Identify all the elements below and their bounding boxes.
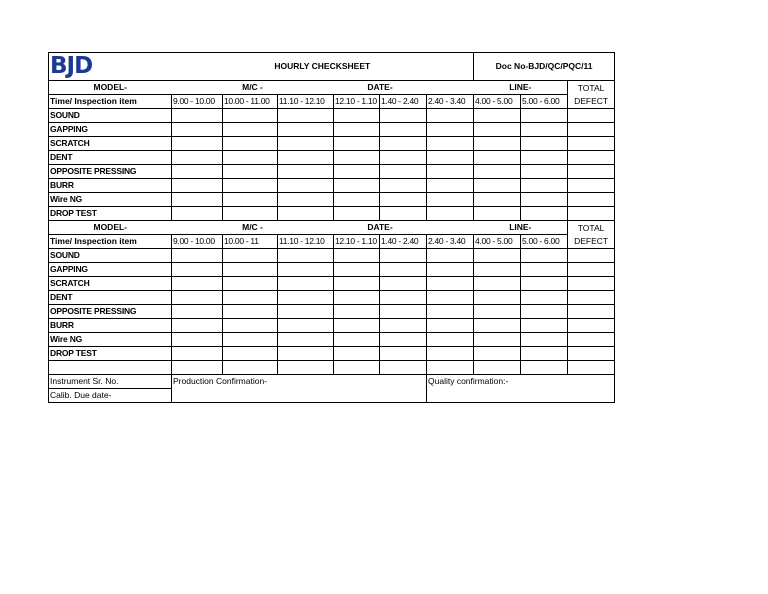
- spacer-cell: [427, 81, 474, 95]
- inspection-item-row: [49, 333, 615, 347]
- check-entry-cell[interactable]: [278, 291, 334, 305]
- check-entry-cell[interactable]: [278, 137, 334, 151]
- inspection-item-row: [49, 249, 615, 263]
- blank-cell[interactable]: [172, 361, 223, 375]
- check-entry-cell[interactable]: [427, 151, 474, 165]
- footer-row: [49, 389, 615, 403]
- check-entry-cell[interactable]: [474, 333, 521, 347]
- check-entry-cell[interactable]: [380, 333, 427, 347]
- date-label: DATE-: [334, 81, 427, 95]
- production-confirmation-label: Production Confirmation-: [172, 375, 427, 389]
- inspection-item-row: [49, 165, 615, 179]
- check-entry-cell[interactable]: [223, 123, 278, 137]
- check-entry-cell[interactable]: [334, 207, 380, 221]
- check-entry-cell[interactable]: [278, 179, 334, 193]
- quality-confirmation-label: Quality confirmation:-: [427, 375, 615, 389]
- blank-row: [49, 361, 615, 375]
- blank-cell[interactable]: [334, 361, 380, 375]
- time-slot-header: 10.00 - 11.00: [223, 95, 278, 109]
- check-entry-cell[interactable]: [223, 347, 278, 361]
- check-entry-cell[interactable]: [334, 263, 380, 277]
- check-entry-cell[interactable]: [380, 305, 427, 319]
- blank-cell[interactable]: [223, 361, 278, 375]
- check-entry-cell[interactable]: [521, 291, 568, 305]
- total-defect-cell[interactable]: [568, 347, 615, 361]
- total-defect-cell[interactable]: [568, 151, 615, 165]
- inspection-item-row: [49, 109, 615, 123]
- check-entry-cell[interactable]: [521, 207, 568, 221]
- time-slot-header: 2.40 - 3.40: [427, 235, 474, 249]
- check-entry-cell[interactable]: [172, 277, 223, 291]
- check-entry-cell[interactable]: [223, 151, 278, 165]
- check-entry-cell[interactable]: [334, 319, 380, 333]
- check-entry-cell[interactable]: [380, 193, 427, 207]
- header-row: [49, 53, 615, 81]
- check-entry-cell[interactable]: [334, 333, 380, 347]
- check-entry-cell[interactable]: [521, 179, 568, 193]
- check-entry-cell[interactable]: [521, 263, 568, 277]
- time-slot-row: [49, 95, 615, 109]
- spacer-cell: [427, 221, 474, 235]
- check-entry-cell[interactable]: [521, 347, 568, 361]
- check-entry-cell[interactable]: [334, 165, 380, 179]
- blank-cell[interactable]: [380, 361, 427, 375]
- check-entry-cell[interactable]: [380, 109, 427, 123]
- check-entry-cell[interactable]: [474, 151, 521, 165]
- time-slot-header: 4.00 - 5.00: [474, 95, 521, 109]
- check-entry-cell[interactable]: [223, 291, 278, 305]
- check-entry-cell[interactable]: [521, 305, 568, 319]
- inspection-item-label: DROP TEST: [49, 207, 172, 221]
- inspection-item-label: DENT: [49, 291, 172, 305]
- check-entry-cell[interactable]: [427, 333, 474, 347]
- check-entry-cell[interactable]: [172, 151, 223, 165]
- time-slot-header: 5.00 - 6.00: [521, 95, 568, 109]
- mc-label: M/C -: [172, 81, 334, 95]
- check-entry-cell[interactable]: [278, 277, 334, 291]
- check-entry-cell[interactable]: [223, 305, 278, 319]
- check-entry-cell[interactable]: [521, 193, 568, 207]
- check-entry-cell[interactable]: [334, 109, 380, 123]
- total-defect-cell[interactable]: [568, 179, 615, 193]
- time-slot-header: 11.10 - 12.10: [278, 235, 334, 249]
- time-slot-row: [49, 235, 615, 249]
- total-defect-cell[interactable]: [568, 277, 615, 291]
- total-label: TOTAL: [577, 222, 605, 233]
- check-entry-cell[interactable]: [278, 109, 334, 123]
- check-entry-cell[interactable]: [474, 193, 521, 207]
- check-entry-cell[interactable]: [474, 137, 521, 151]
- time-slot-header: 1.40 - 2.40: [380, 95, 427, 109]
- blank-cell[interactable]: [474, 361, 521, 375]
- check-entry-cell[interactable]: [380, 291, 427, 305]
- check-entry-cell[interactable]: [278, 305, 334, 319]
- check-entry-cell[interactable]: [278, 193, 334, 207]
- check-entry-cell[interactable]: [427, 193, 474, 207]
- check-entry-cell[interactable]: [380, 347, 427, 361]
- check-entry-cell[interactable]: [334, 179, 380, 193]
- check-entry-cell[interactable]: [521, 109, 568, 123]
- check-entry-cell[interactable]: [474, 109, 521, 123]
- check-entry-cell[interactable]: [278, 333, 334, 347]
- check-entry-cell[interactable]: [474, 249, 521, 263]
- check-entry-cell[interactable]: [334, 137, 380, 151]
- check-entry-cell[interactable]: [334, 249, 380, 263]
- doc-number: Doc No-BJD/QC/PQC/11: [474, 53, 615, 81]
- check-entry-cell[interactable]: [474, 123, 521, 137]
- check-entry-cell[interactable]: [427, 263, 474, 277]
- time-inspection-label: Time/ Inspection item: [49, 235, 172, 249]
- check-entry-cell[interactable]: [223, 333, 278, 347]
- time-slot-header: 5.00 - 6.00: [521, 235, 568, 249]
- inspection-item-label: OPPOSITE PRESSING: [49, 165, 172, 179]
- check-entry-cell[interactable]: [427, 249, 474, 263]
- inspection-item-row: [49, 277, 615, 291]
- defect-label: DEFECT: [574, 235, 609, 246]
- check-entry-cell[interactable]: [278, 207, 334, 221]
- logo-cell: [49, 53, 172, 81]
- model-label: MODEL-: [49, 221, 172, 235]
- instrument-sr-no-label: Instrument Sr. No.: [49, 375, 172, 389]
- check-entry-cell[interactable]: [172, 207, 223, 221]
- check-entry-cell[interactable]: [172, 347, 223, 361]
- inspection-item-label: Wire NG: [49, 193, 172, 207]
- total-defect-cell[interactable]: [568, 291, 615, 305]
- hourly-checksheet-table: [48, 52, 615, 403]
- calib-due-date-label: Calib. Due date-: [49, 389, 172, 403]
- check-entry-cell[interactable]: [334, 347, 380, 361]
- sheet-title: HOURLY CHECKSHEET: [172, 53, 474, 81]
- inspection-item-label: DROP TEST: [49, 347, 172, 361]
- check-entry-cell[interactable]: [474, 207, 521, 221]
- check-entry-cell[interactable]: [278, 249, 334, 263]
- check-entry-cell[interactable]: [172, 263, 223, 277]
- check-entry-cell[interactable]: [474, 319, 521, 333]
- inspection-item-row: [49, 123, 615, 137]
- inspection-item-label: GAPPING: [49, 123, 172, 137]
- check-entry-cell[interactable]: [474, 305, 521, 319]
- check-entry-cell[interactable]: [223, 109, 278, 123]
- inspection-item-row: [49, 193, 615, 207]
- check-entry-cell[interactable]: [380, 207, 427, 221]
- check-entry-cell[interactable]: [427, 179, 474, 193]
- check-entry-cell[interactable]: [380, 137, 427, 151]
- check-entry-cell[interactable]: [278, 151, 334, 165]
- check-entry-cell[interactable]: [521, 123, 568, 137]
- check-entry-cell[interactable]: [427, 207, 474, 221]
- check-entry-cell[interactable]: [223, 193, 278, 207]
- check-entry-cell[interactable]: [223, 179, 278, 193]
- check-entry-cell[interactable]: [172, 249, 223, 263]
- check-entry-cell[interactable]: [334, 123, 380, 137]
- inspection-item-row: [49, 179, 615, 193]
- total-defect-cell[interactable]: [568, 319, 615, 333]
- time-inspection-label: Time/ Inspection item: [49, 95, 172, 109]
- check-entry-cell[interactable]: [474, 291, 521, 305]
- total-defect-cell[interactable]: [568, 207, 615, 221]
- time-slot-header: 11.10 - 12.10: [278, 95, 334, 109]
- line-label: LINE-: [474, 221, 568, 235]
- check-entry-cell[interactable]: [172, 123, 223, 137]
- check-entry-cell[interactable]: [427, 109, 474, 123]
- check-entry-cell[interactable]: [427, 319, 474, 333]
- total-defect-cell[interactable]: [568, 249, 615, 263]
- check-entry-cell[interactable]: [427, 165, 474, 179]
- inspection-item-row: [49, 263, 615, 277]
- check-entry-cell[interactable]: [172, 305, 223, 319]
- time-slot-header: 9.00 - 10.00: [172, 235, 223, 249]
- check-entry-cell[interactable]: [223, 137, 278, 151]
- check-entry-cell[interactable]: [427, 123, 474, 137]
- check-entry-cell[interactable]: [521, 137, 568, 151]
- blank-cell[interactable]: [568, 361, 615, 375]
- inspection-item-row: [49, 291, 615, 305]
- quality-confirmation-field[interactable]: [427, 389, 615, 403]
- check-entry-cell[interactable]: [172, 109, 223, 123]
- inspection-item-row: [49, 305, 615, 319]
- total-defect-cell[interactable]: [568, 109, 615, 123]
- section-header-row: [49, 221, 615, 235]
- check-entry-cell[interactable]: [380, 319, 427, 333]
- check-entry-cell[interactable]: [278, 347, 334, 361]
- check-entry-cell[interactable]: [380, 179, 427, 193]
- check-entry-cell[interactable]: [380, 263, 427, 277]
- total-defect-header: [568, 221, 615, 249]
- mc-label: M/C -: [172, 221, 334, 235]
- check-entry-cell[interactable]: [427, 291, 474, 305]
- check-entry-cell[interactable]: [427, 137, 474, 151]
- inspection-item-row: [49, 151, 615, 165]
- time-slot-header: 4.00 - 5.00: [474, 235, 521, 249]
- check-entry-cell[interactable]: [334, 291, 380, 305]
- inspection-item-row: [49, 347, 615, 361]
- check-entry-cell[interactable]: [172, 179, 223, 193]
- check-entry-cell[interactable]: [474, 347, 521, 361]
- check-entry-cell[interactable]: [380, 249, 427, 263]
- check-entry-cell[interactable]: [223, 249, 278, 263]
- check-entry-cell[interactable]: [278, 319, 334, 333]
- check-entry-cell[interactable]: [521, 249, 568, 263]
- inspection-item-row: [49, 207, 615, 221]
- inspection-item-label: SCRATCH: [49, 277, 172, 291]
- inspection-item-row: [49, 137, 615, 151]
- inspection-item-label: SCRATCH: [49, 137, 172, 151]
- check-entry-cell[interactable]: [334, 277, 380, 291]
- check-entry-cell[interactable]: [223, 319, 278, 333]
- check-entry-cell[interactable]: [223, 165, 278, 179]
- time-slot-header: 2.40 - 3.40: [427, 95, 474, 109]
- date-label: DATE-: [334, 221, 427, 235]
- check-entry-cell[interactable]: [521, 151, 568, 165]
- check-entry-cell[interactable]: [334, 193, 380, 207]
- footer-row: [49, 375, 615, 389]
- inspection-item-label: SOUND: [49, 109, 172, 123]
- total-defect-cell[interactable]: [568, 263, 615, 277]
- check-entry-cell[interactable]: [278, 263, 334, 277]
- inspection-item-label: Wire NG: [49, 333, 172, 347]
- blank-cell[interactable]: [521, 361, 568, 375]
- check-entry-cell[interactable]: [380, 123, 427, 137]
- check-entry-cell[interactable]: [474, 277, 521, 291]
- time-slot-header: 10.00 - 11: [223, 235, 278, 249]
- check-entry-cell[interactable]: [521, 277, 568, 291]
- check-entry-cell[interactable]: [521, 165, 568, 179]
- production-confirmation-field[interactable]: [172, 389, 427, 403]
- blank-cell[interactable]: [278, 361, 334, 375]
- defect-label: DEFECT: [574, 95, 609, 106]
- total-defect-cell[interactable]: [568, 137, 615, 151]
- time-slot-header: 1.40 - 2.40: [380, 235, 427, 249]
- check-entry-cell[interactable]: [223, 277, 278, 291]
- check-entry-cell[interactable]: [223, 207, 278, 221]
- total-defect-cell[interactable]: [568, 165, 615, 179]
- check-entry-cell[interactable]: [427, 347, 474, 361]
- check-entry-cell[interactable]: [334, 305, 380, 319]
- inspection-item-label: BURR: [49, 319, 172, 333]
- time-slot-header: 12.10 - 1.10: [334, 95, 380, 109]
- time-slot-header: 9.00 - 10.00: [172, 95, 223, 109]
- check-entry-cell[interactable]: [474, 179, 521, 193]
- bjd-logo: BJD: [50, 53, 93, 79]
- check-entry-cell[interactable]: [172, 137, 223, 151]
- check-entry-cell[interactable]: [172, 291, 223, 305]
- inspection-item-row: [49, 319, 615, 333]
- check-entry-cell[interactable]: [278, 123, 334, 137]
- inspection-item-label: SOUND: [49, 249, 172, 263]
- total-defect-cell[interactable]: [568, 333, 615, 347]
- total-defect-cell[interactable]: [568, 123, 615, 137]
- total-defect-cell[interactable]: [568, 305, 615, 319]
- inspection-item-label: GAPPING: [49, 263, 172, 277]
- check-entry-cell[interactable]: [474, 165, 521, 179]
- time-slot-header: 12.10 - 1.10: [334, 235, 380, 249]
- inspection-item-label: DENT: [49, 151, 172, 165]
- check-entry-cell[interactable]: [427, 305, 474, 319]
- model-label: MODEL-: [49, 81, 172, 95]
- check-entry-cell[interactable]: [427, 277, 474, 291]
- check-entry-cell[interactable]: [172, 165, 223, 179]
- total-defect-cell[interactable]: [568, 193, 615, 207]
- line-label: LINE-: [474, 81, 568, 95]
- blank-cell[interactable]: [49, 361, 172, 375]
- check-entry-cell[interactable]: [521, 319, 568, 333]
- check-entry-cell[interactable]: [474, 263, 521, 277]
- inspection-item-label: OPPOSITE PRESSING: [49, 305, 172, 319]
- total-defect-header: [568, 81, 615, 109]
- check-entry-cell[interactable]: [172, 193, 223, 207]
- check-entry-cell[interactable]: [380, 165, 427, 179]
- check-entry-cell[interactable]: [223, 263, 278, 277]
- check-entry-cell[interactable]: [278, 165, 334, 179]
- check-entry-cell[interactable]: [380, 277, 427, 291]
- check-entry-cell[interactable]: [172, 333, 223, 347]
- check-entry-cell[interactable]: [334, 151, 380, 165]
- blank-cell[interactable]: [427, 361, 474, 375]
- check-entry-cell[interactable]: [380, 151, 427, 165]
- inspection-item-label: BURR: [49, 179, 172, 193]
- total-label: TOTAL: [577, 82, 605, 93]
- check-entry-cell[interactable]: [521, 333, 568, 347]
- check-entry-cell[interactable]: [172, 319, 223, 333]
- section-header-row: [49, 81, 615, 95]
